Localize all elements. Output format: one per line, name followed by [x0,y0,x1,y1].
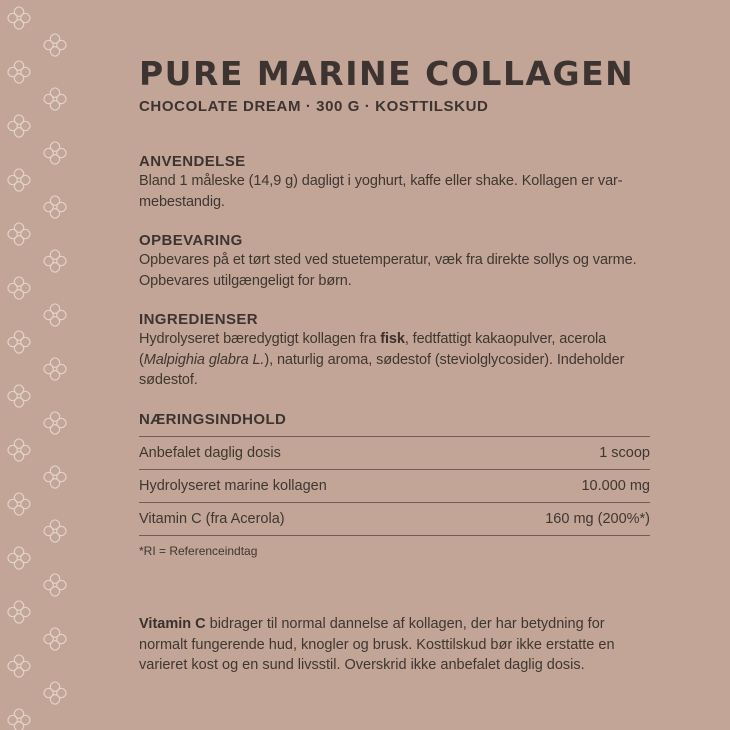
reference-note: *RI = Referenceindtag [139,543,258,558]
quatrefoil-loop-icon [42,140,67,165]
vitamin-c-text: bidrager til normal dannelse af kollagen, der har betydning for normalt fungerende hud, knogler og brusk. Kosttilskud bør ikke erstatte en varieret kost og en sund livsstil. Overskrid ikke anbefalet daglig dosis. [139,616,615,673]
storage-text: Opbevares på et tørt sted ved stuetemperatur, væk fra direkte sollys og varme. Opbevares utilgængeligt for børn. [139,252,637,289]
table-row [139,470,650,503]
ingredients-part-1: Hydrolyseret bæredygtigt kollagen fra [139,331,381,347]
row-value: 10.000 mg [581,477,650,494]
allergen-fish: fisk [380,331,405,347]
quatrefoil-loop-icon [42,680,67,705]
quatrefoil-loop-icon [6,5,31,30]
vitamin-c-claim [139,614,651,676]
decorative-pattern [0,0,80,730]
quatrefoil-loop-icon [42,302,67,327]
quatrefoil-loop-icon [6,113,31,138]
quatrefoil-loop-icon [42,248,67,273]
table-row [139,503,650,536]
row-value: 160 mg (200%*) [545,510,650,527]
row-label: Hydrolyseret marine kollagen [139,477,327,494]
quatrefoil-loop-icon [6,167,31,192]
quatrefoil-loop-icon [42,626,67,651]
usage-heading: ANVENDELSE [139,153,246,170]
storage-heading: OPBEVARING [139,232,243,249]
quatrefoil-loop-icon [6,437,31,462]
quatrefoil-loop-icon [42,410,67,435]
product-title: PURE MARINE COLLAGEN [139,54,635,93]
quatrefoil-loop-icon [42,464,67,489]
vitamin-c-bold: Vitamin C [139,616,206,632]
quatrefoil-loop-icon [42,572,67,597]
quatrefoil-loop-icon [42,194,67,219]
ingredients-text [139,329,650,391]
quatrefoil-loop-icon [6,599,31,624]
quatrefoil-loop-icon [6,545,31,570]
quatrefoil-loop-icon [42,518,67,543]
ingredients-section [139,310,650,391]
ingredients-heading: INGREDIENSER [139,311,258,328]
row-value: 1 scoop [599,444,650,461]
label-content [139,54,650,558]
quatrefoil-loop-icon [42,86,67,111]
storage-section [139,231,650,291]
ingredients-part-2: , fedtfattigt kakaopulver, acerola ( [139,331,607,368]
row-label: Vitamin C (fra Acerola) [139,510,285,527]
quatrefoil-loop-icon [6,275,31,300]
quatrefoil-loop-icon [6,491,31,516]
nutrition-section [139,410,650,558]
row-label: Anbefalet daglig dosis [139,444,281,461]
quatrefoil-loop-icon [42,32,67,57]
quatrefoil-loop-icon [6,329,31,354]
quatrefoil-loop-icon [6,707,31,730]
quatrefoil-loop-icon [42,356,67,381]
product-subtitle: CHOCOLATE DREAM · 300 G · KOSTTILSKUD [139,98,489,115]
quatrefoil-loop-icon [6,221,31,246]
usage-section [139,152,650,212]
ingredients-part-3: ), naturlig aroma, sødestof (steviolglycosider). Indeholder sødestof. [139,351,625,388]
usage-text: Bland 1 måleske (14,9 g) dagligt i yoghurt, kaffe eller shake. Kollagen er varmebestandig. [139,173,623,210]
latin-name: Malpighia glabra L. [143,351,265,368]
quatrefoil-loop-icon [6,59,31,84]
quatrefoil-loop-icon [6,653,31,678]
nutrition-table [139,436,650,536]
table-row [139,437,650,470]
nutrition-heading: NÆRINGSINDHOLD [139,410,287,428]
quatrefoil-loop-icon [6,383,31,408]
